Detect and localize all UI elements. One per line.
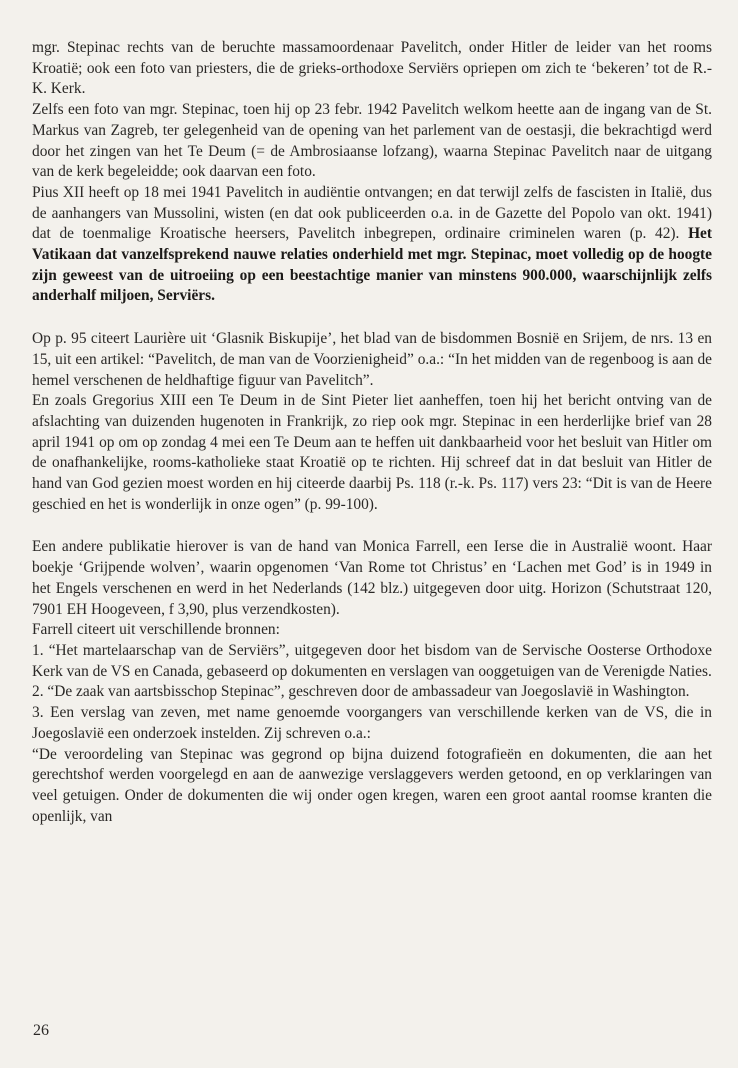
section-3 — [32, 537, 712, 827]
paragraph: mgr. Stepinac rechts van de beruchte massamoordenaar Pavelitch, onder Hitler de leider van het rooms Kroatië; ook een foto van priesters, die de grieks-orthodoxe Serviërs opriepen om zich te ‘bekeren’ tot de R.-K. Kerk. — [32, 39, 712, 98]
bold-statement: Het Vatikaan dat vanzelfsprekend nauwe relaties onderhield met mgr. Stepinac, moet volledig op de hoogte zijn geweest van de uitroeiing op een beestachtige manier van minstens 900.000, waarschijnlijk zelfs anderhalf miljoen, Serviërs. — [32, 225, 712, 305]
paragraph: Een andere publikatie hierover is van de hand van Monica Farrell, een Ierse die in Australië woont. Haar boekje ‘Grijpende wolven’, waarin opgenomen ‘Van Rome tot Christus’ en ‘Lachen met God’ is in 1949 in het Engels verschenen en werd in het Nederlands (142 blz.) uitgegeven door uitg. Horizon (Schutstraat 120, 7901 EH Hoogeveen, f 3,90, plus verzendkosten). — [32, 538, 712, 618]
paragraph-text: Pius XII heeft op 18 mei 1941 Pavelitch in audiëntie ontvangen; en dat terwijl zelfs de fascisten in Italië, dus de aanhangers van Mussolini, wisten (en dat ook publiceerden o.a. in de Gazette del Popolo van okt. 1941) dat de toenmalige Kroatische heersers, Pavelitch inbegrepen, ordinaire criminelen waren (p. 42). — [32, 183, 712, 243]
list-item: 3. Een verslag van zeven, met name genoemde voorgangers van verschillende kerken van de VS, die in Joegoslavië een onderzoek instelden. Zij schreven o.a.: — [32, 704, 712, 742]
page-body — [32, 38, 712, 827]
section-1 — [32, 38, 712, 307]
list-item: 1. “Het martelaarschap van de Serviërs”, uitgegeven door het bisdom van de Servische Oosterse Orthodoxe Kerk van de VS en Canada, gebaseerd op dokumenten en verslagen van ooggetuigen van de Verenigde Naties. — [32, 641, 712, 680]
paragraph — [32, 183, 712, 307]
section-gap — [32, 307, 712, 329]
paragraph: En zoals Gregorius XIII een Te Deum in de Sint Pieter liet aanheffen, toen hij het bericht ontving van de afslachting van duizenden hugenoten in Frankrijk, zo riep ook mgr. Stepinac in een herderlijke brief van 28 april 1941 op om op zondag 4 mei een Te Deum aan te heffen uit dankbaarheid voor het besluit van Hitler om de onafhankelijke, rooms-katholieke staat Kroatië op te richten. Hij schreef dat in dat besluit van Hitler de hand van God gezien moest worden en hij citeerde daarbij Ps. 118 (r.-k. Ps. 117) vers 23: “Dit is van de Heere geschied en het is wonderlijk in onze ogen” (p. 99-100). — [32, 392, 712, 513]
section-gap — [32, 515, 712, 537]
paragraph: Farrell citeert uit verschillende bronnen: — [32, 621, 280, 639]
quote-paragraph: “De veroordeling van Stepinac was gegrond op bijna duizend fotografieën en dokumenten, die aan het gerechtshof werden voorgelegd en aan de aanwezige verslaggevers werden getoond, en op verklaringen van veel getuigen. Onder de dokumenten die wij onder ogen kregen, waren een groot aantal roomse kranten die openlijk, van — [32, 745, 712, 825]
list-item: 2. “De zaak van aartsbisschop Stepinac”, geschreven door de ambassadeur van Joegoslavië in Washington. — [32, 683, 690, 701]
page-number: 26 — [33, 1022, 49, 1039]
section-2 — [32, 329, 712, 515]
paragraph: Zelfs een foto van mgr. Stepinac, toen hij op 23 febr. 1942 Pavelitch welkom heette aan de ingang van de St. Markus van Zagreb, ter gelegenheid van de opening van het parlement van de oestasji, die bekrachtigd werd door het zingen van het Te Deum (= de Ambrosiaanse lofzang), waarna Stepinac Pavelitch naar de uitgang van de kerk begeleidde; ook daarvan een foto. — [32, 101, 712, 181]
paragraph: Op p. 95 citeert Laurière uit ‘Glasnik Biskupije’, het blad van de bisdommen Bosnië en Srijem, de nrs. 13 en 15, uit een artikel: “Pavelitch, de man van de Voorzienigheid” o.a.: “In het midden van de regenboog is aan de hemel verschenen de heldhaftige figuur van Pavelitch”. — [32, 330, 712, 389]
